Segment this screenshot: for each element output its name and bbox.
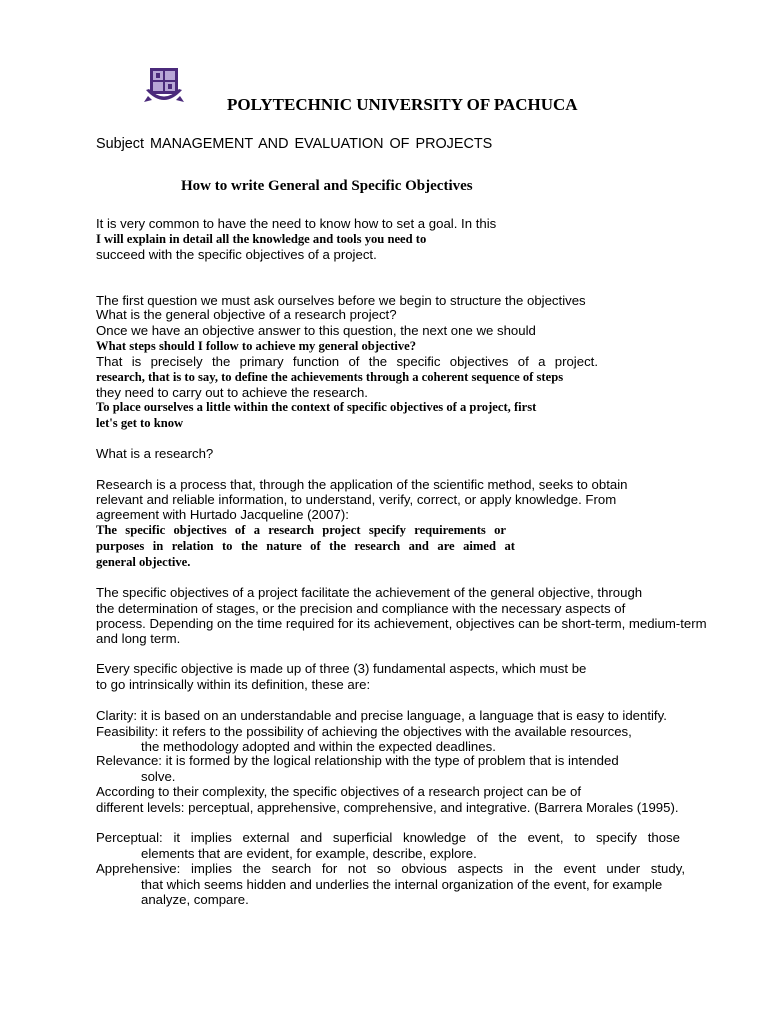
text-line: the determination of stages, or the precision and compliance with the necessary aspects of [96, 601, 626, 616]
text-line: Clarity: it is based on an understandable and precise language, a language that is easy to identify. [96, 708, 667, 723]
text-line: To place ourselves a little within the context of specific objectives of a project, first [96, 400, 537, 414]
subject-line: Subject MANAGEMENT AND EVALUATION OF PROJECTS [96, 136, 493, 152]
text-line: process. Depending on the time required for its achievement, objectives can be short-term, medium-term [96, 616, 707, 631]
text-line: Relevance: it is formed by the logical relationship with the type of problem that is intended [96, 753, 619, 768]
text-line: different levels: perceptual, apprehensive, comprehensive, and integrative. (Barrera Morales (1995). [96, 800, 679, 815]
text-line: they need to carry out to achieve the research. [96, 385, 368, 400]
text-line: Feasibility: it refers to the possibility of achieving the objectives with the available resources, [96, 724, 632, 739]
text-line: The specific objectives of a research project specify requirements or [96, 523, 506, 537]
text-line: That is precisely the primary function of the specific objectives of a project. [96, 354, 598, 369]
text-line: Once we have an objective answer to this question, the next one we should [96, 323, 536, 338]
text-line: analyze, compare. [141, 892, 249, 907]
university-crest-icon [144, 66, 184, 108]
text-line: Apprehensive: implies the search for not so obvious aspects in the event under study, [96, 861, 685, 876]
text-line: elements that are evident, for example, describe, explore. [141, 846, 477, 861]
text-line: Every specific objective is made up of three (3) fundamental aspects, which must be [96, 661, 587, 676]
text-line: I will explain in detail all the knowledge and tools you need to [96, 232, 427, 246]
text-line: relevant and reliable information, to understand, verify, correct, or apply knowledge. From [96, 492, 617, 507]
text-line: solve. [141, 769, 176, 784]
text-line: to go intrinsically within its definition, these are: [96, 677, 371, 692]
text-line: The first question we must ask ourselves before we begin to structure the objectives [96, 293, 586, 308]
university-name: POLYTECHNIC UNIVERSITY OF PACHUCA [227, 95, 578, 114]
text-line: general objective. [96, 555, 191, 569]
text-line: It is very common to have the need to know how to set a goal. In this [96, 216, 497, 231]
text-line: succeed with the specific objectives of a project. [96, 247, 377, 262]
text-line: The specific objectives of a project facilitate the achievement of the general objective, through [96, 585, 643, 600]
text-line: What is the general objective of a research project? [96, 307, 397, 322]
text-line: the methodology adopted and within the expected deadlines. [141, 739, 496, 754]
text-line: What is a research? [96, 446, 214, 461]
text-line: that which seems hidden and underlies the internal organization of the event, for example [141, 877, 663, 892]
text-line: Research is a process that, through the application of the scientific method, seeks to obtain [96, 477, 628, 492]
text-line: purposes in relation to the nature of the research and are aimed at [96, 539, 515, 553]
text-line: let's get to know [96, 416, 184, 430]
text-line: and long term. [96, 631, 181, 646]
text-line: Perceptual: it implies external and superficial knowledge of the event, to specify those [96, 830, 680, 845]
text-line: agreement with Hurtado Jacqueline (2007): [96, 507, 349, 522]
text-line: research, that is to say, to define the achievements through a coherent sequence of steps [96, 370, 564, 384]
text-line: What steps should I follow to achieve my general objective? [96, 339, 417, 353]
document-title: How to write General and Specific Objectives [181, 178, 473, 194]
text-line: According to their complexity, the specific objectives of a research project can be of [96, 784, 582, 799]
